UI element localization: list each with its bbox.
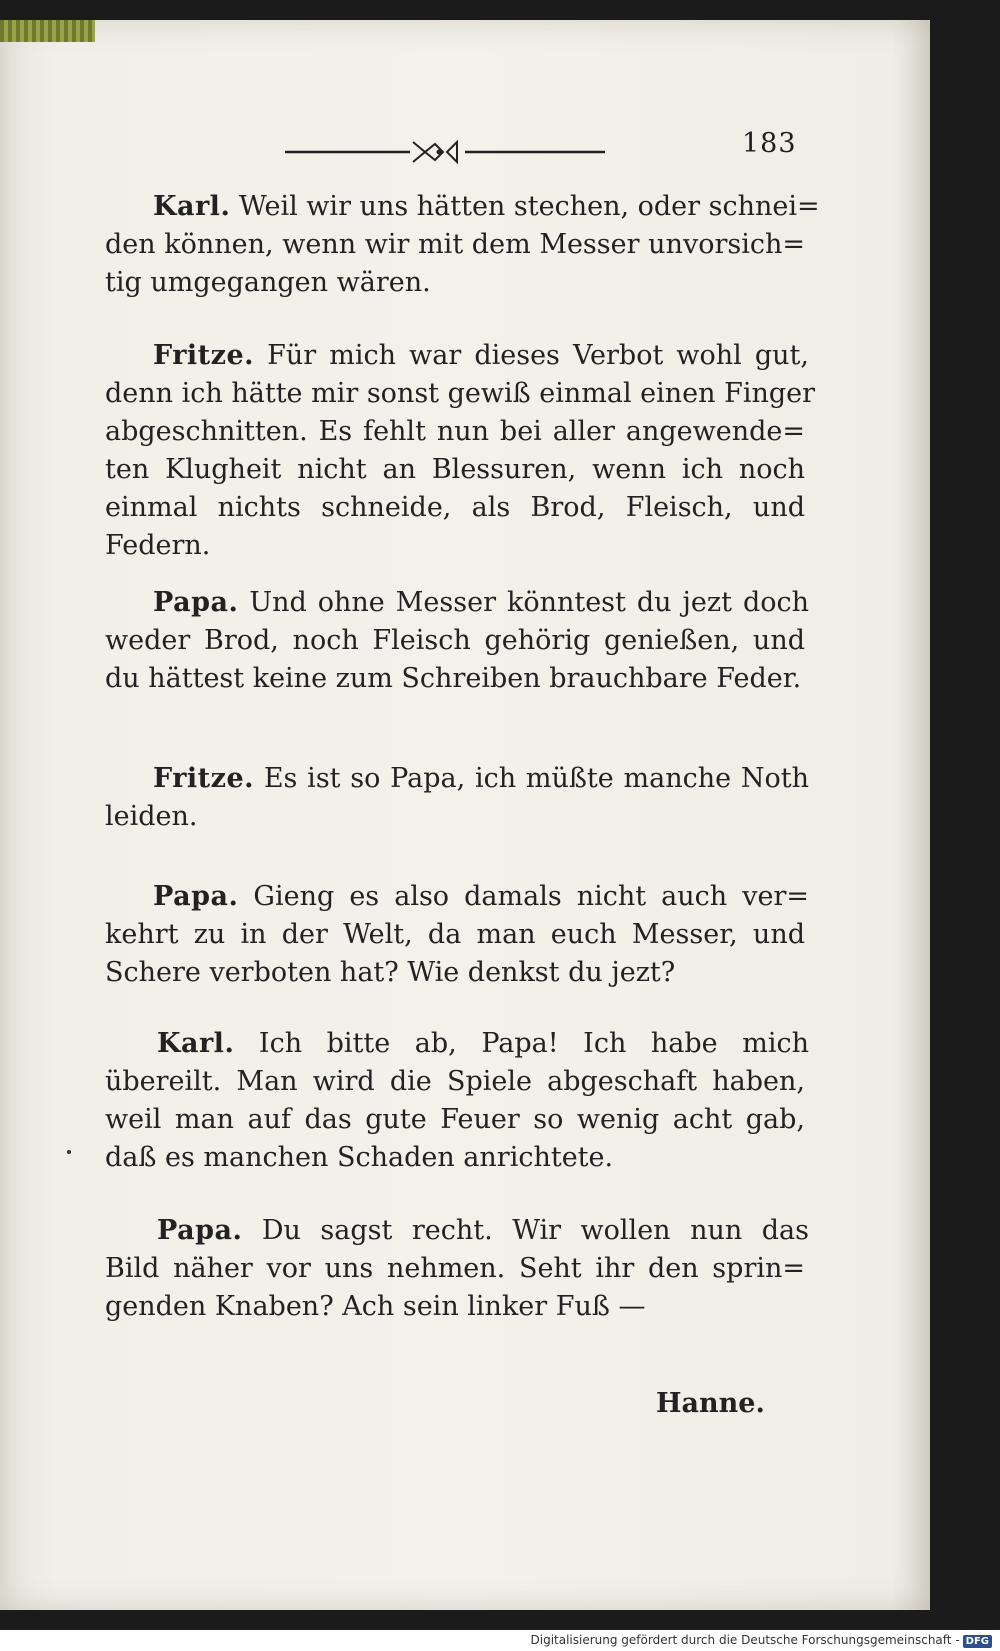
text-line: weil man auf das gute Feuer so wenig acht gab, <box>105 1104 805 1135</box>
text-line: Weil wir uns hätten stechen, oder schnei= <box>238 191 820 222</box>
header-ornament <box>285 130 615 170</box>
text-line: Schere verboten hat? Wie denkst du jezt? <box>105 957 676 988</box>
paragraph-continuation <box>105 226 805 302</box>
text-line: weder Brod, noch Fleisch gehörig genießen, und <box>105 625 805 656</box>
paragraph <box>157 1025 809 1063</box>
catchword: Hanne. <box>656 1388 765 1419</box>
paragraph-continuation <box>105 798 805 836</box>
text-line: übereilt. Man wird die Spiele abgeschaft haben, <box>105 1066 805 1097</box>
speaker-name: Karl. <box>157 1028 235 1059</box>
text-line: den können, wenn wir mit dem Messer unvorsich= <box>105 229 805 260</box>
text-line: du hättest keine zum Schreiben brauchbare Feder. <box>105 663 802 694</box>
text-line: abgeschnitten. Es fehlt nun bei aller angewende= <box>105 416 805 447</box>
text-line: leiden. <box>105 801 198 832</box>
paragraph <box>153 584 809 622</box>
paragraph-continuation <box>105 1250 805 1326</box>
text-line: Federn. <box>105 530 211 561</box>
text-line: Bild näher vor uns nehmen. Seht ihr den sprin= <box>105 1253 805 1284</box>
page-number: 183 <box>742 128 797 159</box>
text-line: tig umgegangen wären. <box>105 267 431 298</box>
text-line: Du sagst recht. Wir wollen nun das <box>261 1215 809 1246</box>
text-line: Ich bitte ab, Papa! Ich habe mich <box>258 1028 809 1059</box>
paragraph-continuation <box>105 916 805 992</box>
speaker-name: Papa. <box>157 1215 243 1246</box>
footer-bar <box>0 1630 1000 1651</box>
paragraph <box>157 1212 809 1250</box>
paragraph <box>153 878 809 916</box>
paragraph-continuation <box>105 1063 805 1177</box>
text-line: denn ich hätte mir sonst gewiß einmal einen Finger <box>105 378 816 409</box>
footer-credit-text: Digitalisierung gefördert durch die Deutsche Forschungsgemeinschaft - <box>530 1633 960 1647</box>
speaker-name: Papa. <box>153 587 239 618</box>
speaker-name: Fritze. <box>153 340 255 371</box>
text-line: kehrt zu in der Welt, da man euch Messer, und <box>105 919 805 950</box>
text-line: einmal nichts schneide, als Brod, Fleisch, und <box>105 492 805 523</box>
speaker-name: Papa. <box>153 881 239 912</box>
dfg-logo[interactable]: DFG <box>963 1635 992 1648</box>
ornament-rule-icon <box>285 130 615 170</box>
paragraph-continuation <box>105 375 816 565</box>
paragraph-continuation <box>105 622 805 698</box>
speaker-name: Karl. <box>153 191 231 222</box>
paragraph <box>153 337 809 375</box>
text-line: daß es manchen Schaden anrichtete. <box>105 1142 614 1173</box>
speaker-name: Fritze. <box>153 763 255 794</box>
paragraph <box>153 188 820 226</box>
bookmark-ribbon <box>0 20 95 42</box>
text-line: Und ohne Messer könntest du jezt doch <box>249 587 809 618</box>
text-line: ten Klugheit nicht an Blessuren, wenn ich noch <box>105 454 805 485</box>
text-line: Für mich war dieses Verbot wohl gut, <box>267 340 809 371</box>
footer-credit <box>531 1633 993 1648</box>
paragraph <box>153 760 809 798</box>
text-line: Es ist so Papa, ich müßte manche Noth <box>263 763 809 794</box>
text-line: Gieng es also damals nicht auch ver= <box>253 881 809 912</box>
paper-speck <box>67 1150 71 1154</box>
text-line: genden Knaben? Ach sein linker Fuß — <box>105 1291 646 1322</box>
